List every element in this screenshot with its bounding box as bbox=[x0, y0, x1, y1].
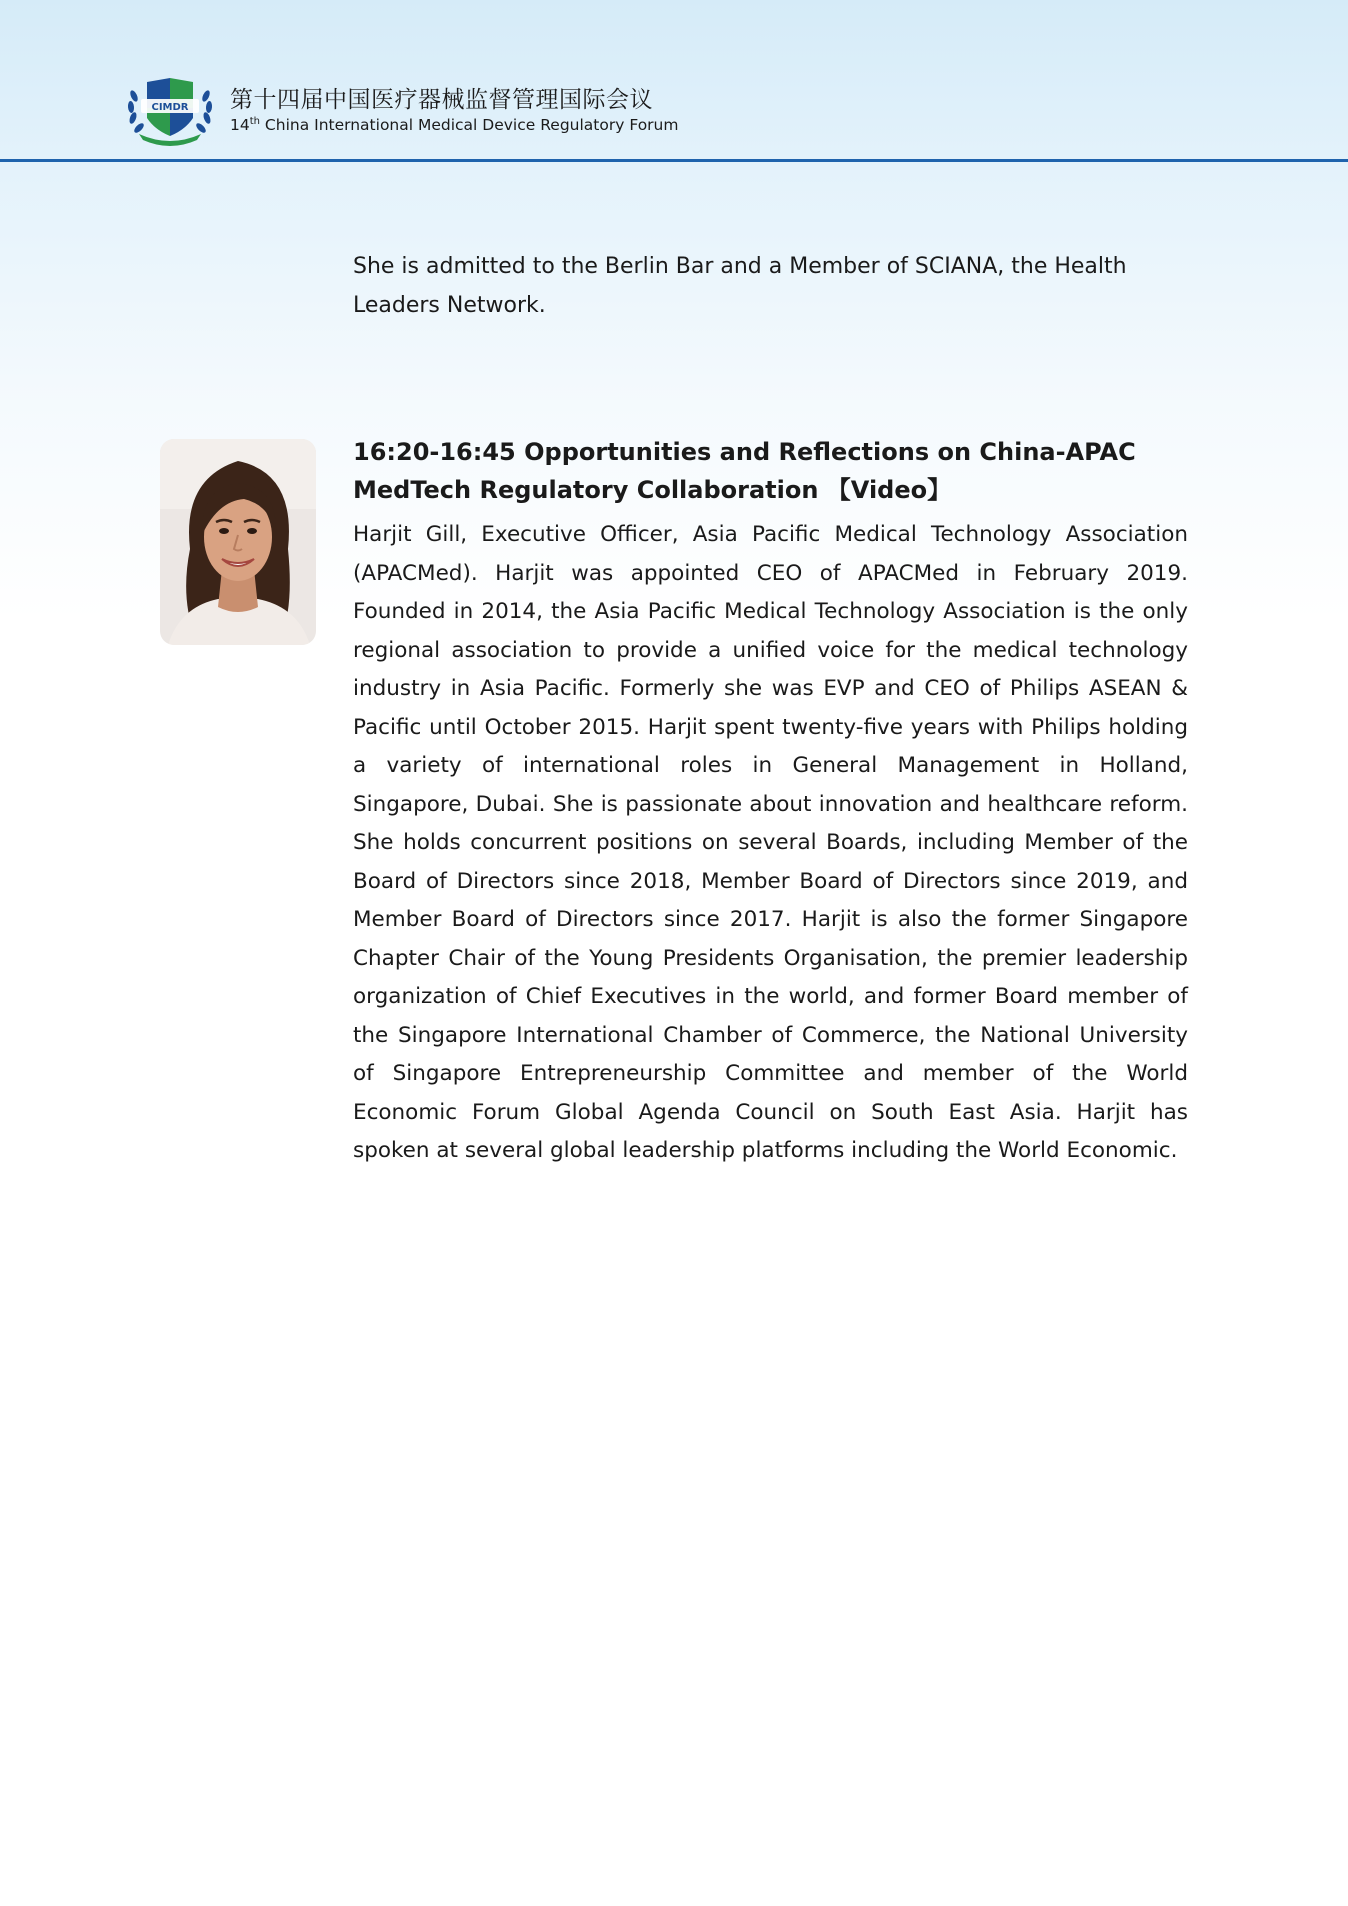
speaker-photo bbox=[160, 439, 316, 645]
conference-name-english: China International Medical Device Regulatory Forum bbox=[260, 116, 679, 134]
speaker-bio: Harjit Gill, Executive Officer, Asia Pacific Medical Technology Association (APACMed). Harjit was appointed CEO of APACMed in February 2019. Founded in 2014, the Asia Pacific Medical Technology Association is the only regional association to provide a unified voice for the medical technology industry in Asia Pacific. Formerly she was EVP and CEO of Philips ASEAN & Pacific until October 2015. Harjit spent twenty-five years with Philips holding a variety of international roles in General Management in Holland, Singapore, Dubai. She is passionate about innovation and healthcare reform. She holds concurrent positions on several Boards, including Member of the Board of Directors since 2018, Member Board of Directors since 2019, and Member Board of Directors since 2017. Harjit is also the former Singapore Chapter Chair of the Young Presidents Organisation, the premier leadership organization of Chief Executives in the world, and former Board member of the Singapore International Chamber of Commerce, the National University of Singapore Entrepreneurship Committee and member of the World Economic Forum Global Agenda Council on South East Asia. Harjit has spoken at several global leadership platforms including the World Economic. bbox=[353, 522, 1188, 1163]
conference-title-english bbox=[230, 116, 678, 134]
cimdr-logo bbox=[125, 74, 215, 146]
session-title: 16:20-16:45 Opportunities and Reflections on China-APAC MedTech Regulatory Collaboration 【Video】 bbox=[353, 438, 1136, 504]
previous-speaker-bio-end: She is admitted to the Berlin Bar and a Member of SCIANA, the Health Leaders Network. bbox=[353, 254, 1127, 318]
conference-title-chinese: 第十四届中国医疗器械监督管理国际会议 bbox=[230, 87, 653, 113]
edition-ordinal-suffix: th bbox=[249, 115, 260, 127]
edition-number: 14 bbox=[230, 116, 250, 134]
speaker-portrait-image bbox=[160, 439, 316, 645]
svg-text:CIMDR: CIMDR bbox=[151, 102, 189, 113]
page-header bbox=[0, 0, 1348, 162]
